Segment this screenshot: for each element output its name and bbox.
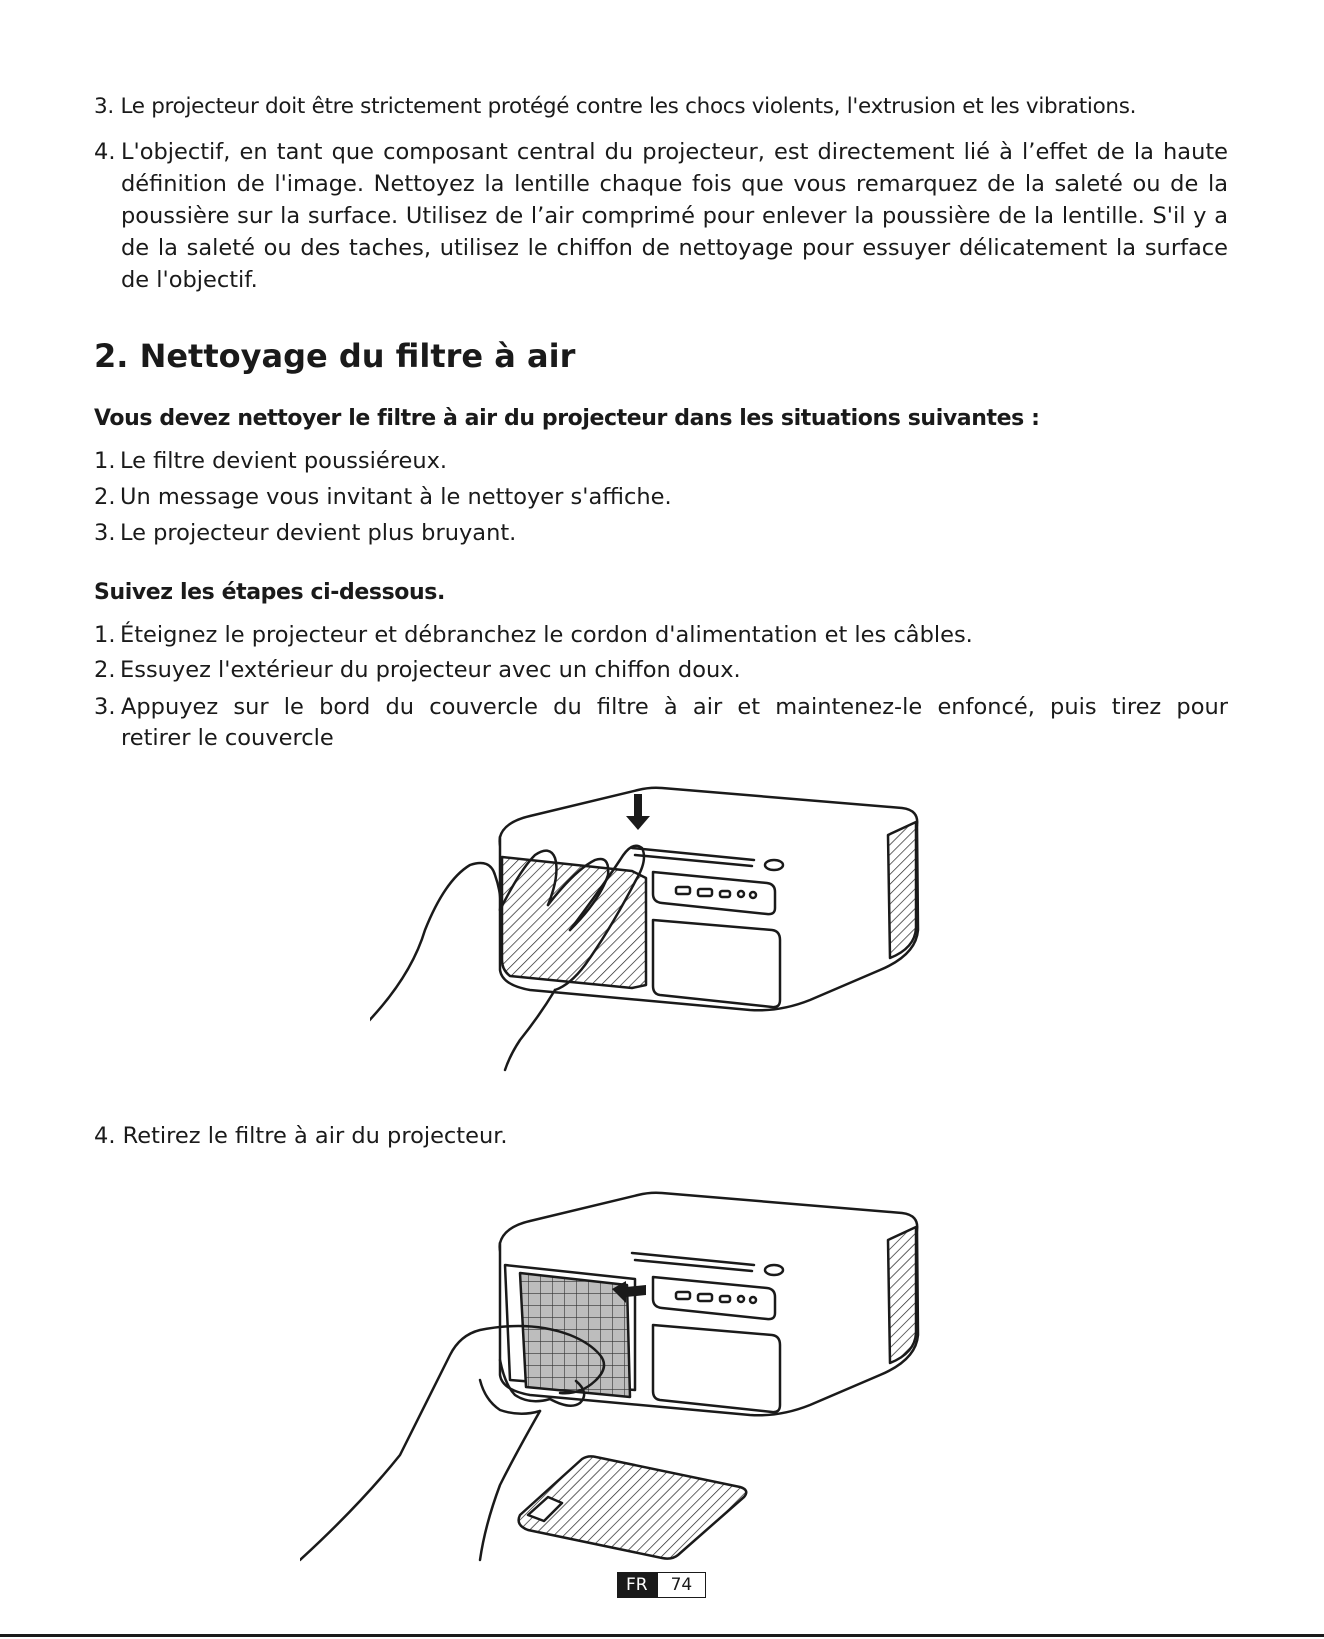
list-number: 2.	[94, 657, 116, 683]
top-item-4-line-3: poussière sur la surface. Utilisez de l’air comprimé pour enlever la poussière de la lentille. S'il y a	[121, 203, 1228, 229]
list-number: 1.	[94, 622, 116, 648]
list-text: Essuyez l'extérieur du projecteur avec un chiffon doux.	[120, 657, 741, 683]
step-4: 4. Retirez le filtre à air du projecteur.	[94, 1123, 508, 1149]
step-item-text: Appuyez sur le bord du couvercle du filtre à air et maintenez-le enfoncé, puis tirez pour	[121, 694, 1228, 720]
projector-press-cover-illustration	[370, 780, 930, 1075]
list-number: 2.	[94, 484, 116, 510]
top-item-4-line-2: définition de l'image. Nettoyez la lentille chaque fois que vous remarquez de la saleté ou de la	[121, 171, 1228, 197]
top-item-3: 3. Le projecteur doit être strictement protégé contre les chocs violents, l'extrusion et les vibrations.	[94, 94, 1137, 119]
list-text: Le filtre devient poussiéreux.	[120, 448, 448, 474]
page-footer-badge	[617, 1572, 706, 1598]
top-item-4-number: 4.	[94, 139, 116, 165]
bottom-divider	[0, 1634, 1324, 1637]
situations-heading: Vous devez nettoyer le filtre à air du projecteur dans les situations suivantes :	[94, 406, 1040, 431]
top-item-4-line-5: de l'objectif.	[121, 267, 258, 293]
steps-heading: Suivez les étapes ci-dessous.	[94, 580, 445, 605]
situation-item	[94, 445, 447, 477]
list-number: 1.	[94, 448, 116, 474]
situation-item	[94, 517, 516, 549]
list-number: 3.	[94, 520, 116, 546]
section-title: 2. Nettoyage du filtre à air	[94, 337, 576, 375]
step-item	[94, 619, 973, 651]
step-item-number: 3.	[94, 694, 116, 720]
step-item	[94, 654, 741, 686]
list-text: Éteignez le projecteur et débranchez le cordon d'alimentation et les câbles.	[120, 622, 973, 648]
page-number: 74	[657, 1572, 707, 1598]
top-item-4-line-4: de la saleté ou des taches, utilisez le chiffon de nettoyage pour essuyer délicatement la surface	[121, 235, 1228, 261]
step-3-continuation: retirer le couvercle	[121, 725, 334, 751]
situation-item	[94, 481, 672, 513]
top-item-4-line-1: L'objectif, en tant que composant central du projecteur, est directement lié à l’effet de la haute	[121, 139, 1228, 165]
projector-remove-filter-illustration	[300, 1185, 940, 1565]
list-text: Le projecteur devient plus bruyant.	[120, 520, 517, 546]
list-text: Un message vous invitant à le nettoyer s'affiche.	[120, 484, 672, 510]
language-label: FR	[617, 1572, 657, 1598]
